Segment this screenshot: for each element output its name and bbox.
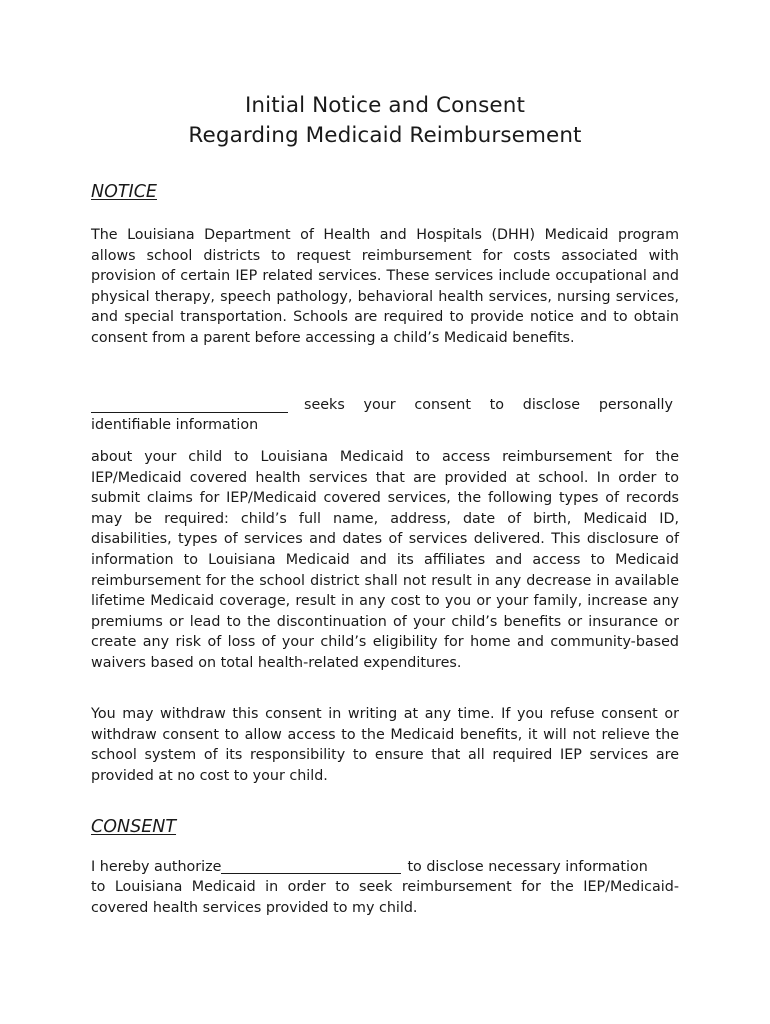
- consent-heading: CONSENT: [91, 817, 177, 837]
- notice-paragraph-2: about your child to Louisiana Medicaid to access reimbursement for the IEP/Medicaid covered health services that are provided at school. In order to submit claims for IEP/Medicaid covered services, the following types of records may be required: child’s full name, address, date of birth, Medicaid ID, disabilities, types of services and dates of services delivered. This disclosure of information to Louisiana Medicaid and its affiliates and access to Medicaid reimbursement for the school district shall not result in any decrease in available lifetime Medicaid coverage, result in any cost to you or your family, increase any premiums or lead to the discontinuation of your child’s benefits or insurance or create any risk of loss of your child’s eligibility for home and community-based waivers based on total health-related expenditures.: [91, 449, 679, 671]
- seeks-consent-text: seeks your consent to disclose personally: [304, 397, 673, 414]
- authorize-name-blank[interactable]: [221, 859, 401, 874]
- identifiable-information-text: identifiable information: [91, 417, 259, 433]
- consent-paragraph: to Louisiana Medicaid in order to seek reimbursement for the IEP/Medicaid-covered health services provided to my child.: [91, 879, 679, 916]
- notice-paragraph-3: You may withdraw this consent in writing at any time. If you refuse consent or withdraw consent to allow access to the Medicaid benefits, it will not relieve the school system of its responsibility to ensure that all required IEP services are provided at no cost to your child.: [91, 706, 679, 784]
- notice-heading: NOTICE: [91, 182, 157, 202]
- document-title-line2: Regarding Medicaid Reimbursement: [188, 123, 582, 148]
- authorize-line: [91, 857, 679, 878]
- notice-paragraph-1: The Louisiana Department of Health and Hospitals (DHH) Medicaid program allows school districts to request reimbursement for costs associated with provision of certain IEP related services. These services include occupational and physical therapy, speech pathology, behavioral health services, nursing services, and special transportation. Schools are required to provide notice and to obtain consent from a parent before accessing a child’s Medicaid benefits.: [91, 227, 679, 346]
- authorize-prefix-text: I hereby authorize: [91, 859, 222, 875]
- district-consent-request-line: [91, 395, 673, 416]
- district-name-blank[interactable]: [91, 398, 288, 413]
- authorize-suffix-text: to disclose necessary information: [407, 859, 648, 875]
- document-title-line1: Initial Notice and Consent: [244, 93, 525, 118]
